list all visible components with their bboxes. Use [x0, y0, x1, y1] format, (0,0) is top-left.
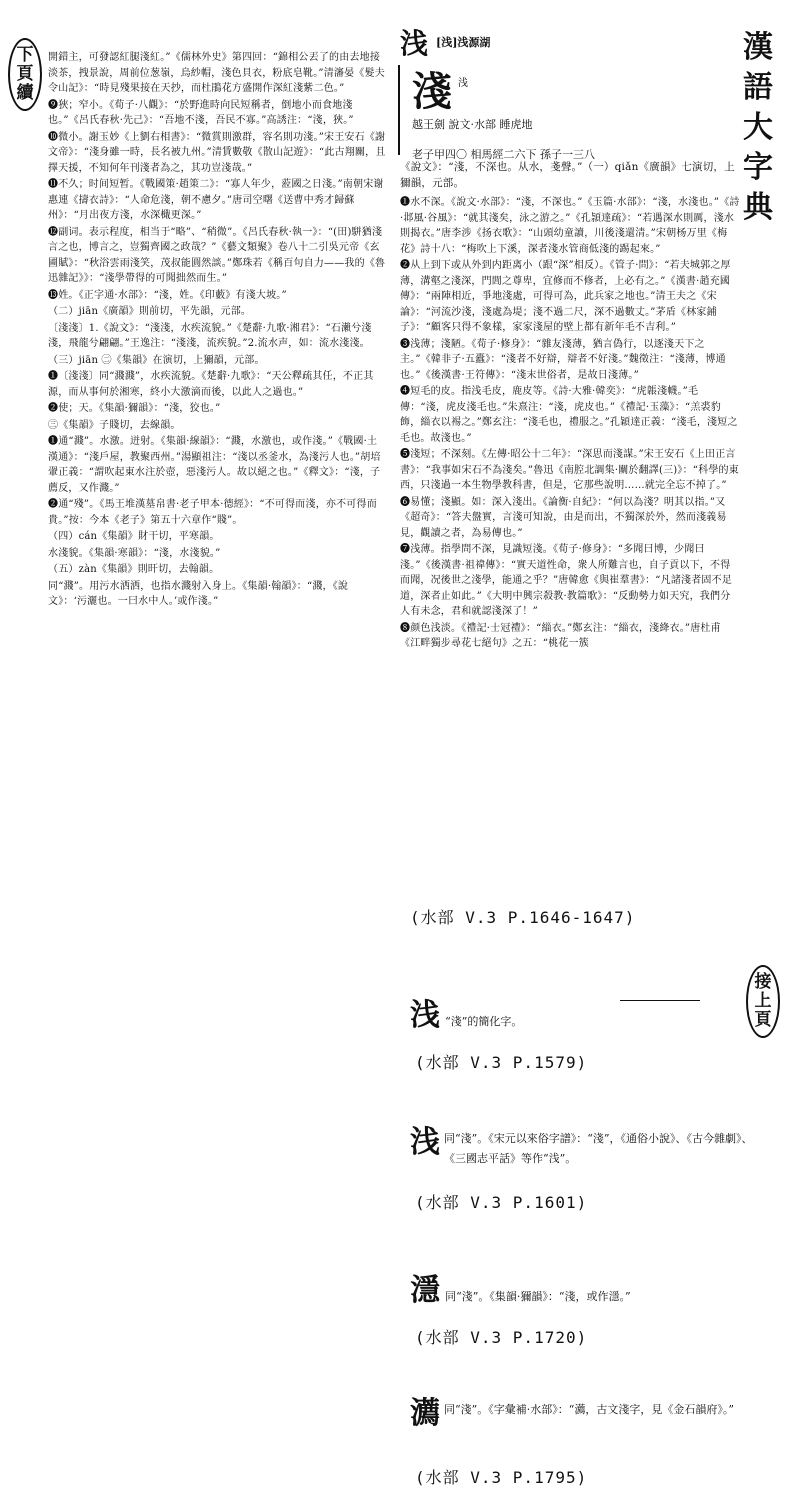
- entry-headchar: 浅: [410, 1125, 440, 1160]
- volume-reference-1: (水部 V.3 P.1646-1647): [410, 908, 636, 927]
- paragraph: 〔淺淺〕1.《說文》：“淺淺，水疾流貌。”《楚辭·九歌·湘君》：“石瀨兮淺淺，飛龍兮翩翩。”王逸注：“淺淺，流疾貌。”2.流水声，如：流水淺淺。: [48, 322, 372, 349]
- entry-definition: 同“淺”。《字彙補·水部》：“瀳，古文淺字，見《金石韻府》。”: [444, 1403, 734, 1416]
- volume-reference-5: (水部 V.3 P.1795): [415, 1468, 588, 1487]
- volume-reference-3: (水部 V.3 P.1601): [415, 1193, 588, 1212]
- paragraph: （五）zàn《集韻》則旰切，去翰韻。: [48, 564, 220, 575]
- entry-headchar: 瀳: [410, 1396, 440, 1431]
- paragraph: ❷使；天。《集韻·獮韻》：“淺，狡也。”: [48, 403, 221, 414]
- entry-variant-2: [410, 1265, 740, 1309]
- paragraph: ㊂《集韻》子賤切，去線韻。: [48, 419, 181, 431]
- entry-divider: [398, 65, 400, 155]
- paragraph: ❷通“殘”。《馬王堆漢墓帛書·老子甲本·德經》：“不可得而淺，亦不可得而貴。”按：今本《老子》第五十六章作“賤”。: [48, 499, 377, 526]
- entry-simplified: [410, 990, 740, 1034]
- paragraph: ⓫不久；时间短暂。《戰國策·趙策二》：“寡人年少，蒞國之日淺。”南朝宋谢惠連《擣衣詩》：“人命危淺，朝不慮夕。”唐司空曙《送曹中秀才歸蘇州》：“月出夜方淺，水深檝更深。”: [48, 179, 384, 221]
- paragraph: ❾狹；窄小。《荀子·八觀》：“於野進時向民短稱者，倒地小而食地淺也。”《呂氏春秋·先己》：“吾地不淺，吾民不寡。”高誘注：“淺，狹。”: [48, 99, 354, 126]
- entry-definition: 同“淺”。《宋元以來俗字譜》：“淺”，《通俗小說》、《古今雜劇》、《三國志平話》等作“浅”。: [444, 1132, 753, 1165]
- paragraph: 水淺貌。《集韻·寒韻》：“淺，水淺貌。”: [48, 547, 221, 559]
- paragraph: ❽颜色浅淡。《禮記·士冠禮》：“緇衣。”鄭玄注：“緇衣，淺絳衣。”唐杜甫《江畔獨步尋花七絕句》之五：“桃花一簇: [400, 622, 721, 649]
- volume-reference-2: (水部 V.3 P.1579): [415, 1053, 588, 1072]
- paragraph: ❺淺短；不深刻。《左傳·昭公十二年》：“深思而淺謀。”宋王安石《上田正言書》：“我事如宋石不為淺矣。”魯迅《南腔北調集·關於翻譯(三)》：“科學的東西，只淺過一本生物學教科書，但是，它那些說明……就完全忘不掉了。”: [400, 449, 739, 491]
- paragraph: （二）jiān《廣韻》則前切，平先韻，元部。: [48, 306, 252, 317]
- paragraph: （四）cán《集韻》財干切，平寒韻。: [48, 531, 220, 542]
- entry-variant: [410, 1127, 755, 1167]
- badge-text: 接上頁: [754, 972, 772, 1030]
- paragraph: ❿微小。謝玉妙《上劉右相書》：“微賞則激群，容名則功淺。”宋王安石《謝文帝》：“淺身雖一時，長名被九州。”清賃數敬《散山記遊》：“此古翔關，且擇天援，不知何年刊淺者為之，其功豈淺哉。”: [48, 131, 386, 174]
- main-entry-block: [412, 70, 732, 162]
- masthead-text: 漢語大字典: [743, 30, 773, 225]
- main-headchar-note: 浅: [458, 78, 468, 89]
- entry-definition: “淺”的簡化字。: [445, 1015, 523, 1028]
- entry-ancient: [410, 1398, 755, 1430]
- entry-definition: 同“淺”。《集韻·獮韻》：“淺，或作濦。”: [445, 1290, 631, 1303]
- paragraph: ⓬副词。表示程度，相当于“略”、“稍微”。《呂氏春秋·執一》：“(田)駢猶淺言之也，博言之，豈獨齊國之政哉？”《藝文類聚》卷八十二引吳元帝《玄圃賦》：“秋浴雲雨淺笑，茂叔能圓然談。”鄭珠若《稱百句自力——我的《魯迅雜記》》：“淺學帶得的可聞拙然而生。”: [48, 226, 386, 284]
- definition-text: 《說文》：“淺，不深也。从水，戔聲。”（一）qiǎn《廣韻》七演切，上獮韻，元部。: [400, 161, 735, 189]
- main-headchar-small: 浅: [400, 27, 429, 60]
- paragraph: ❶水不深。《說文·水部》：“淺，不深也。”《玉篇·水部》：“淺，水淺也。”《詩·邶風·谷風》：“就其淺矣，泳之游之。”《孔頴達疏》：“若遇深水則厲，淺水則揭衣。”唐李涉《扬衣歌》：“山頭幼童讀，川後淺還清。”宋朝杨万里《梅花》詩十八：“梅吹上下溪，深者淺水管商低淺的踢起來。”: [400, 197, 740, 255]
- paragraph: ❷从上到下或从外到内距离小（跟“深”相反）。《管子·問》：“若夫城郭之厚薄，溝壑之淺深，門閭之尊卑，宜修而不修者，上必有之。”《漢書·趙充國傳》：“兩陣相近，爭地淺處，可得可為，此兵家之地也。”清王夫之《宋論》：“河流沙淺，淺處為堤；淺不過二尺，深不過數丈。”茅盾《林家鋪子》：“顧客只得不象樣，家家淺屋的壁上都有新年毛不吉利。”: [400, 260, 731, 333]
- paragraph: ❹短毛的皮。指浅毛皮，鹿皮等。《詩·大雅·韓奕》：“虎韔淺幭。”毛傳：“淺，虎皮淺毛也。”朱熹注：“淺，虎皮也。”《禮記·玉藻》：“羔裘豹飾，緇衣以裼之。”鄭玄注：“淺毛也，禮服之。”孔穎達正義：“淺毛，淺短之毛也。故淺也。”: [400, 386, 738, 444]
- paragraph: （三）jiān ㊁《集韻》在演切，上獮韻，元部。: [48, 354, 265, 366]
- main-entry-definition: [400, 160, 740, 192]
- right-column: [400, 195, 740, 653]
- variant-forms-line-2: 老子甲四〇 相馬經二六下 孫子一三八: [412, 148, 595, 161]
- paragraph: 開錯主，可發認紅腿淺紅。”《儒林外史》第四回：“錦相公丟了的由去地接淡茶，拽景說，周前位葱嶺，烏紗帽，淺色貝衣，粉底皂靴。”清瀋晏《髮夫令山記》：“時見殘果接在天抄，而杜鵑花方盛開作深紅淺紫二色。”: [48, 52, 385, 94]
- volume-reference-4: (水部 V.3 P.1720): [415, 1328, 588, 1347]
- paragraph: ❶通“濺”。水激。迸射。《集韻·線韻》：“濺，水激也，或作淺。”《戰國·土漢通》：“淺戶屋，教聚西州。”湯顯祖注：“淺以丞釜水，為淺污人也。”胡培翬正義：“謂吹起東水注於壺，惡淺污人。故以絕之也。”《釋文》：“淺，子薦反，又作濺。”: [48, 436, 381, 494]
- main-headchar: 淺: [412, 68, 452, 115]
- masthead: [737, 28, 779, 228]
- main-entry-header: [400, 22, 730, 62]
- badge-text: 下頁續: [16, 45, 34, 103]
- continued-next-page-badge: [8, 38, 42, 111]
- continued-from-previous-page-badge: [746, 965, 780, 1038]
- paragraph: ❸浅薄；淺陋。《荀子·修身》：“雜友淺薄，猶言偽行，以逐淺天下之主。”《韓非子·五蠹》：“淺者不好辯，辯者不好淺。”魏徵注：“淺薄，博通也。”《後漢書·王符傳》：“淺末世俗者，是故日淺薄。”: [400, 338, 726, 381]
- left-column: [48, 50, 386, 611]
- main-entry-tag: [浅]浅源湖: [436, 36, 491, 49]
- paragraph: 同“濺”。用污水洒洒，也指水濺射入身上。《集韻·翰韻》：“濺，《說文》：‘污灑也。一曰水中人。’或作淺。”: [48, 580, 349, 607]
- variant-forms-line-1: 越王劍 說文·水部 睡虎地: [412, 118, 533, 131]
- entry-headchar: 濦: [410, 1273, 440, 1308]
- paragraph: ❼浅薄。指學問不深，見識短淺。《荀子·修身》：“多聞曰博，少聞曰淺。”《後漢書·祖禕傳》：“實天道性命，衆人所難言也，自子貢以下，不得而聞，况後世之淺學，能通之乎？”唐韓愈《與崔羣書》：“凡諸淺者固不足道，深者止如此。”《大明中興宗殺教·教篇歌》：“反動勢力如天究，我們分人有未念，君和就認淺深了！”: [400, 544, 733, 617]
- paragraph: ❶〔淺淺〕同“濺濺”，水疾流貌。《楚辭·九歌》：“天公釋疏其任，不正其源，而从事何於湘寒，終小大激滴而後，以此人之過也。”: [48, 371, 374, 398]
- entry-headchar: 浅: [410, 998, 440, 1033]
- paragraph: ❻易懂；淺顯。如：深入淺出。《論衡·自紀》：“何以為淺？明其以指。”又《超奇》：“答夫盤實，言淺可知說，由是而出，不獨深於外，然而淺義易見，觀讀之者，為易傳也。”: [400, 496, 727, 539]
- paragraph: ⓭姓。《正字通·水部》：“淺，姓。《印藪》有淺大坡。”: [48, 289, 287, 301]
